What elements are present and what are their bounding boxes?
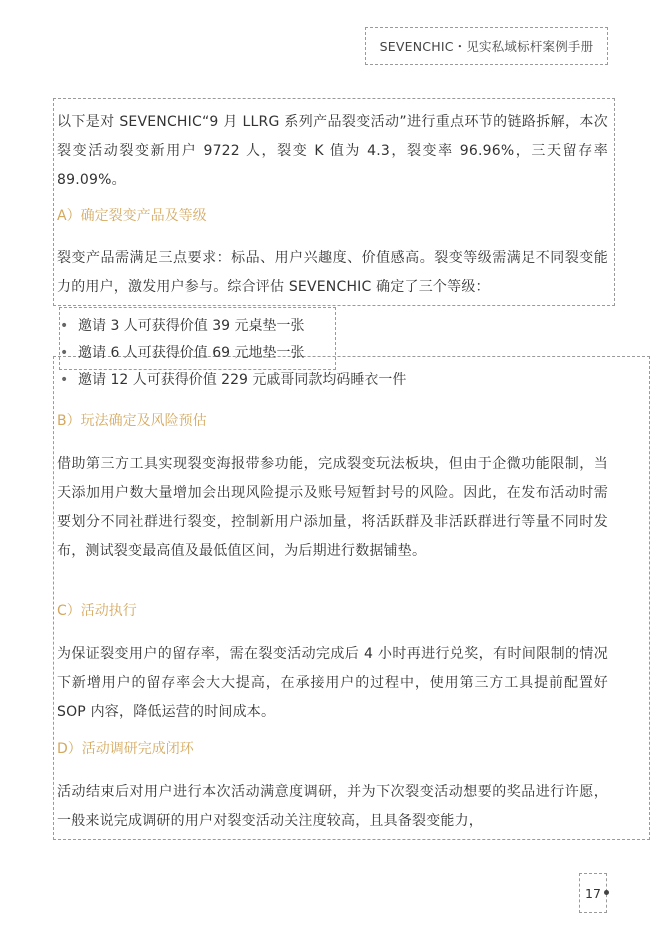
section-c-paragraph: 为保证裂变用户的留存率，需在裂变活动完成后 4 小时再进行兑奖，有时间限制的情况下新增用户的留存率会大大提高，在承接用户的过程中，使用第三方工具提前配置好 SOP 内容，降低运营的时间成本。 bbox=[57, 646, 608, 720]
section-d-heading: D）活动调研完成闭环 bbox=[57, 741, 194, 757]
list-item-text: 邀请 12 人可获得价值 229 元戚哥同款均码睡衣一件 bbox=[78, 372, 407, 388]
list-item bbox=[60, 369, 406, 391]
list-item-text: 邀请 6 人可获得价值 69 元地垫一张 bbox=[78, 345, 305, 361]
section-a-paragraph: 裂变产品需满足三点要求：标品、用户兴趣度、价值感高。裂变等级需满足不同裂变能力的用户，激发用户参与。综合评估 SEVENCHIC 确定了三个等级： bbox=[57, 250, 608, 295]
header-box bbox=[365, 27, 608, 65]
page-marker-dot-icon bbox=[604, 890, 609, 895]
list-item bbox=[60, 315, 305, 337]
section-b-heading: B）玩法确定及风险预估 bbox=[57, 413, 207, 429]
page-number: 17 bbox=[585, 885, 601, 901]
section-b-paragraph: 借助第三方工具实现裂变海报带参功能，完成裂变玩法板块，但由于企微功能限制，当天添加用户数大量增加会出现风险提示及账号短暂封号的风险。因此，在发布活动时需要划分不同社群进行裂变，控制新用户添加量，将活跃群及非活跃群进行等量不同时发布，测试裂变最高值及最低值区间，为后期进行数据铺垫。 bbox=[57, 456, 608, 559]
bullet-icon: • bbox=[60, 318, 69, 334]
bullet-icon: • bbox=[60, 372, 69, 388]
section-a-heading: A）确定裂变产品及等级 bbox=[57, 208, 207, 224]
handbook-header-title: SEVENCHIC・见实私域标杆案例手册 bbox=[379, 39, 594, 54]
list-item bbox=[60, 342, 305, 364]
section-d-paragraph: 活动结束后对用户进行本次活动满意度调研，并为下次裂变活动想要的奖品进行许愿，一般来说完成调研的用户对裂变活动关注度较高，且具备裂变能力， bbox=[57, 784, 608, 829]
list-item-text: 邀请 3 人可获得价值 39 元桌垫一张 bbox=[78, 318, 305, 334]
intro-paragraph: 以下是对 SEVENCHIC“9 月 LLRG 系列产品裂变活动”进行重点环节的链路拆解，本次裂变活动裂变新用户 9722 人，裂变 K 值为 4.3，裂变率 96.96%，三天留存率 89.09%。 bbox=[57, 114, 608, 188]
bullet-icon: • bbox=[60, 345, 69, 361]
page-number-box bbox=[579, 873, 607, 913]
section-c-heading: C）活动执行 bbox=[57, 603, 137, 619]
